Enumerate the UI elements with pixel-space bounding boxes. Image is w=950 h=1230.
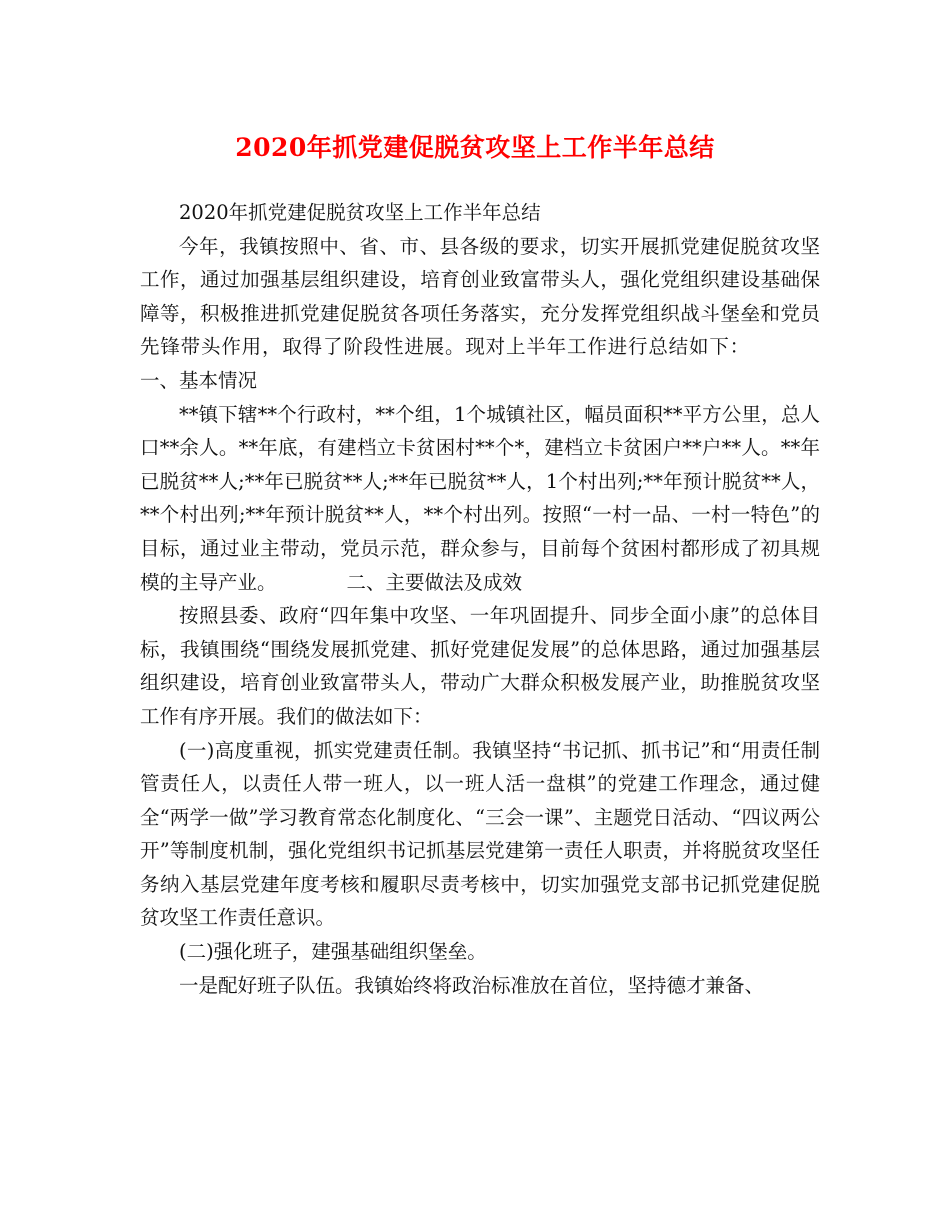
paragraph-point-two-text: 一是配好班子队伍。我镇始终将政治标准放在首位，坚持德才兼备、: [179, 973, 765, 997]
document-title: 2020年抓党建促脱贫攻坚上工作半年总结: [235, 133, 715, 162]
paragraph-point-one: (一)高度重视，抓实党建责任制。我镇坚持“书记抓、抓书记”和“用责任制管责任人，以责任人带一班人，以一班人活一盘棋”的党建工作理念，通过健全“两学一做”学习教育常态化制度化、“三会一课”、主题党日活动、“四议两公开”等制度机制，强化党组织书记抓基层党建第一责任人职责，并将脱贫攻坚任务纳入基层党建年度考核和履职尽责考核中，切实加强党支部书记抓党建促脱贫攻坚工作责任意识。: [140, 738, 820, 930]
intro-text: 今年，我镇按照中、省、市、县各级的要求，切实开展抓党建促脱贫攻坚工作，通过加强基层组织建设，培育创业致富带头人，强化党组织建设基础保障等，积极推进抓党建促脱贫各项任务落实，充分发挥党组织战斗堡垒和党员先锋带头作用，取得了阶段性进展。现对上半年工作进行总结如下：: [140, 234, 820, 359]
section-heading-methods: 二、主要做法及成效: [346, 570, 523, 594]
document-body: [140, 196, 820, 1002]
basic-situation-text: **镇下辖**个行政村，**个组，1个城镇社区，幅员面积**平方公里，总人口**余人。**年底，有建档立卡贫困村**个*，建档立卡贫困户**户**人。**年已脱贫**人;**年已脱贫**人;**年已脱贫**人，1个村出列;**年预计脱贫**人，**个村出列;**年预计脱贫**人，**个村出列。按照“一村一品、一村一特色”的目标，通过业主带动，党员示范，群众参与，目前每个贫困村都形成了初具规模的主导产业。: [140, 402, 820, 594]
paragraph-basic-situation: [140, 398, 820, 600]
paragraph-methods-overview: 按照县委、政府“四年集中攻坚、一年巩固提升、同步全面小康”的总体目标，我镇围绕“围绕发展抓党建、抓好党建促发展”的总体思路，通过加强基层组织建设，培育创业致富带头人，带动广大群众积极发展产业，助推脱贫攻坚工作有序开展。我们的做法如下：: [140, 604, 820, 728]
paragraph-intro: [140, 230, 820, 398]
paragraph-subtitle: 2020年抓党建促脱贫攻坚上工作半年总结: [179, 201, 541, 224]
section-heading-basic-situation: 一、基本情况: [140, 368, 258, 392]
paragraph-point-two-heading: (二)强化班子，建强基础组织堡垒。: [179, 940, 487, 964]
